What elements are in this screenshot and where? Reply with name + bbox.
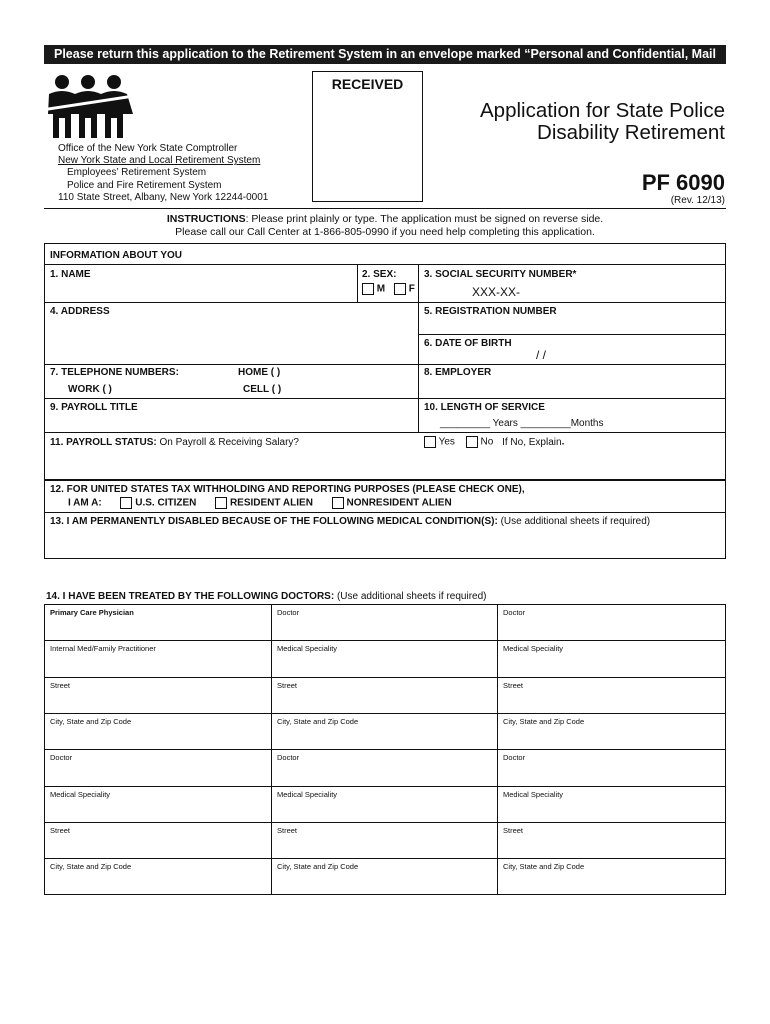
medical-condition-field[interactable] [50, 530, 720, 556]
office-line: 110 State Street, Albany, New York 12244-0001 [58, 191, 269, 203]
doctor-field-cell[interactable]: Medical Speciality [277, 789, 338, 799]
us-citizen-label: U.S. CITIZEN [135, 497, 197, 509]
telephone-label: 7. TELEPHONE NUMBERS: [50, 367, 179, 378]
form-number: PF 6090 [641, 170, 725, 195]
sex-options [362, 283, 415, 295]
doctor-field-cell[interactable]: Street [503, 680, 524, 690]
office-line: New York State and Local Retirement System [58, 155, 261, 167]
tax-status-label: 12. FOR UNITED STATES TAX WITHHOLDING AND REPORTING PURPOSES (PLEASE CHECK ONE), [50, 484, 525, 495]
payroll-title-field[interactable]: 9. PAYROLL TITLE [50, 402, 138, 413]
payroll-no-checkbox[interactable] [466, 436, 478, 448]
doctor-field-cell[interactable]: Medical Speciality [50, 789, 111, 799]
payroll-status-label: 11. PAYROLL STATUS: [50, 437, 157, 448]
office-line: Police and Fire Retirement System [67, 179, 222, 191]
section-header: INFORMATION ABOUT YOU [50, 250, 183, 261]
office-line: Office of the New York State Comptroller [58, 143, 238, 154]
received-label: RECEIVED [331, 76, 404, 92]
doctor-field-cell[interactable]: Street [277, 680, 298, 690]
instructions-line-2: Please call our Call Center at 1-866-805-0990 if you need help completing this application. [175, 226, 595, 238]
received-stamp-box [312, 71, 423, 202]
medical-condition-label [50, 516, 650, 527]
medical-condition-note: (Use additional sheets if required) [500, 516, 651, 527]
doctors-heading-note: (Use additional sheets if required) [336, 591, 487, 602]
employer-field[interactable]: 8. EMPLOYER [424, 367, 492, 378]
title-line-2: Disability Retirement [537, 121, 725, 144]
instructions-label: INSTRUCTIONS [166, 213, 246, 225]
office-address [58, 143, 268, 204]
nonresident-alien-label: NONRESIDENT ALIEN [346, 497, 452, 509]
payroll-status [50, 437, 299, 448]
header-divider [44, 208, 726, 209]
doctor-field-cell[interactable]: City, State and Zip Code [503, 862, 585, 872]
doctor-field-cell[interactable]: Street [277, 825, 298, 835]
title-line-1: Application for State Police [480, 99, 725, 122]
ssn-label: 3. SOCIAL SECURITY NUMBER* [424, 269, 577, 280]
home-phone-field[interactable]: HOME ( ) [238, 367, 281, 378]
doctor-field-cell[interactable]: Internal Med/Family Practitioner [50, 644, 156, 654]
doctor-field-cell[interactable]: Medical Speciality [277, 644, 338, 654]
office-line: Employees’ Retirement System [67, 167, 207, 179]
date-of-birth-label: 6. DATE OF BIRTH [424, 338, 512, 349]
medical-condition-heading: 13. I AM PERMANENTLY DISABLED BECAUSE OF THE FOLLOWING MEDICAL CONDITION(S): [50, 516, 498, 527]
doctor-field-cell[interactable]: Doctor [50, 753, 73, 763]
sex-f-checkbox[interactable] [394, 283, 406, 295]
payroll-no-label: No [480, 436, 494, 448]
doctor-field-cell[interactable]: Street [50, 825, 71, 835]
doctor-field-cell[interactable]: City, State and Zip Code [50, 716, 132, 726]
ssn-field[interactable]: XXX-XX- [472, 285, 521, 299]
date-of-birth-field[interactable]: / / [536, 348, 547, 362]
doctor-field-cell[interactable]: Medical Speciality [503, 644, 564, 654]
i-am-a-label: I AM A: [68, 497, 102, 509]
return-instructions-banner: Please return this application to the Retirement System in an envelope marked “Personal and Confidential, Mail Drop 7-1” [44, 45, 726, 64]
payroll-explain-field[interactable] [50, 452, 720, 476]
payroll-yes-checkbox[interactable] [424, 436, 436, 448]
payroll-status-options: Yes No If No, Explain. [424, 436, 564, 448]
work-phone-field[interactable]: WORK ( ) [68, 384, 112, 395]
doctor-field-cell[interactable]: Doctor [277, 608, 300, 617]
doctor-field-cell[interactable]: City, State and Zip Code [50, 862, 132, 872]
payroll-yes-label: Yes [438, 436, 455, 448]
sex-label: 2. SEX: [362, 269, 397, 280]
form-revision: (Rev. 12/13) [670, 195, 725, 206]
payroll-explain-label: If No, Explain [502, 436, 562, 448]
length-of-service-label: 10. LENGTH OF SERVICE [424, 402, 545, 413]
length-of-service-field[interactable]: _________ Years _________Months [440, 418, 604, 429]
sex-m-label: M [376, 283, 386, 295]
instructions [44, 213, 726, 239]
sex-m-checkbox[interactable] [362, 283, 374, 295]
instructions-line-1: : Please print plainly or type. The application must be signed on reverse side. [245, 213, 604, 225]
doctor-field-cell[interactable]: Doctor [503, 753, 526, 763]
doctor-field-cell[interactable]: City, State and Zip Code [503, 716, 585, 726]
resident-alien-label: RESIDENT ALIEN [229, 497, 313, 509]
form-title [430, 100, 725, 144]
doctor-field-cell[interactable]: City, State and Zip Code [277, 716, 359, 726]
doctor-field-cell[interactable]: Street [503, 825, 524, 835]
registration-number-field[interactable]: 5. REGISTRATION NUMBER [424, 306, 557, 317]
address-field[interactable]: 4. ADDRESS [50, 306, 110, 317]
cell-phone-field[interactable]: CELL ( ) [243, 384, 282, 395]
tax-status-options [68, 497, 452, 509]
doctor-field-cell[interactable]: City, State and Zip Code [277, 862, 359, 872]
sex-f-label: F [408, 283, 415, 295]
doctor-field-cell[interactable]: Medical Speciality [503, 789, 564, 799]
doctors-heading [46, 591, 486, 602]
name-field[interactable]: 1. NAME [50, 269, 91, 280]
payroll-status-question: On Payroll & Receiving Salary? [159, 437, 299, 448]
doctor-field-cell[interactable]: Doctor [277, 753, 300, 763]
us-citizen-checkbox[interactable] [120, 497, 132, 509]
retirement-system-logo [45, 74, 137, 138]
doctor-field-cell[interactable]: Doctor [503, 608, 526, 617]
doctor-field-cell[interactable]: Street [50, 680, 71, 690]
nonresident-alien-checkbox[interactable] [332, 497, 344, 509]
resident-alien-checkbox[interactable] [215, 497, 227, 509]
doctors-heading-text: 14. I HAVE BEEN TREATED BY THE FOLLOWING DOCTORS: [46, 591, 335, 602]
doctor-field-cell[interactable]: Primary Care Physician [50, 608, 134, 617]
